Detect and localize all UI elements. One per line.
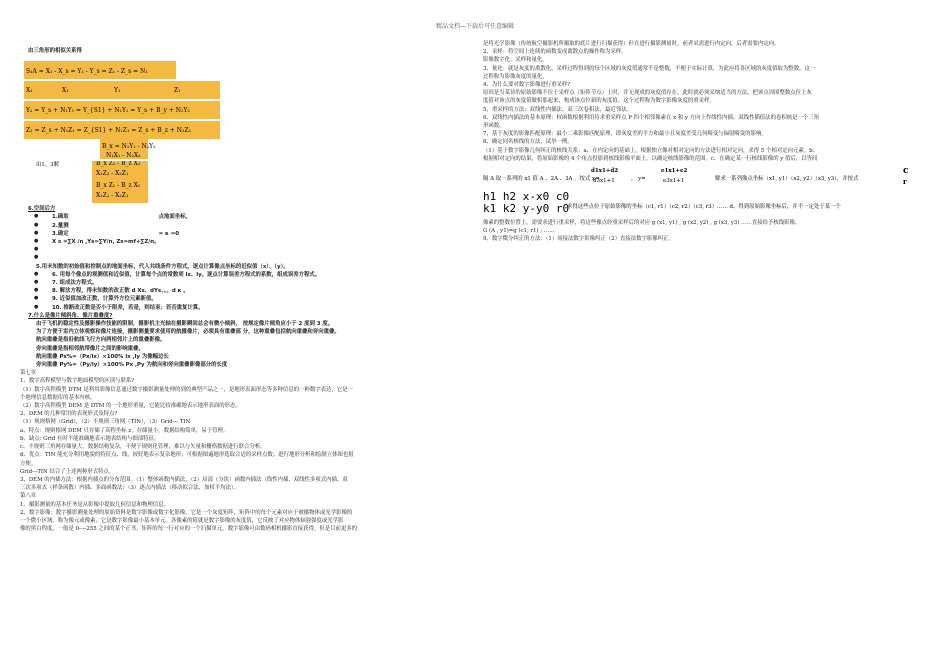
bullet-3: ● 3.确定 = κ =0	[20, 230, 465, 238]
math-equation-1	[483, 165, 930, 187]
left-column	[20, 40, 465, 533]
ch8-line: 2、数字影像：数字摄影测量处理的原始资料是数字影像或数字化影像，它是一个灰度矩阵，矩阵中的每个元素对应于被摄物体或光学影像的	[20, 509, 353, 516]
math2-row1: h1 h2 x-x0 c0	[483, 190, 570, 204]
bullet-6	[20, 254, 465, 262]
formula-row2c: Y₁	[114, 87, 121, 95]
ch7-line: 3、DEM 的内插方法：根据内插点的分布范围。（1）整体函数内插法，（2）局部（分块）函数内插法（线性内插、双线性多项式内插、双	[20, 476, 348, 483]
step-8: ● 8. 解法方程，得未知数的改正数 d Xs、dYs、。。d κ 。	[20, 287, 465, 295]
formula-row1: S₁A = X₁ - X_s = Y₁ - Y_s = Z₁ - Z_s = N₁	[26, 68, 148, 76]
step-7: ● 7. 组成法方程式。	[20, 279, 465, 287]
step-6: ● 6. 用每个像点的观测值和近似值，计算每个点的常数项 lx、ly。逐点计算误差方程式的系数，组成误差方程式。	[20, 271, 465, 279]
ch7-line: Grid---TIN 结合了上述两种形式特点。	[20, 468, 115, 475]
chapter-7-heading: 第七章	[20, 370, 37, 377]
formula-n1-den: X₁Z₂ - X₂Z₁	[96, 170, 129, 178]
right-line: 3、量化：就是灰度的离散化，采样过程得到的每个区域的灰度值通常不是整数，不便于实际计算，为此应将各区域的灰度值取为整数，这一	[483, 65, 816, 72]
bullet-2: ● 2.量测	[20, 222, 465, 230]
bullet-1: ● 1.确取 点地面坐标。	[20, 213, 465, 221]
formula-row2b: X₁	[62, 87, 69, 95]
math1-frac2-num: e1x1+e2	[661, 168, 688, 175]
right-line: 7、基于灰度的影像匹配原理：最小二乘影像匹配原理，即灰度差的平方和最小且灰度差受几何畸变与辐射畸变的影响。	[483, 131, 767, 138]
q7-answer-6: 旁向重叠 Py%=（Py/ly）×100% Px ,Py 为航向和旁向重叠影像部分的长度	[36, 362, 228, 369]
page-header: 精品文档---下载后可任意编辑	[435, 23, 515, 30]
step-5: 5.用未知数的初始值和控制点的地面坐标，代入共线条件方程式，逐点计算像点坐标的近似值（x）、（y）。	[36, 263, 289, 270]
math1-frac1-den: d3x1+1	[593, 178, 615, 185]
right-line: 原因是当某待的原始影像不位于采样点（矩阵节点）上时，并无现成的灰度值存在，此时就必须采纳适当的方法，把该点周围整数点位上灰	[483, 90, 812, 97]
right-line: 2、采样：将空间上连续的函数变成离散点的操作称为采样。	[483, 49, 627, 56]
ch7-line: d、优点：TIN 能充分利用地貌的特征点、线，较好地表示复杂地形；可根据图遍地形选取合适的采样点数；进行地形分析和绘制立体图也很	[20, 452, 354, 459]
math1-frac2-den: e3x1+1	[663, 178, 685, 185]
right-column	[483, 40, 930, 244]
q7-answer-1: 由于飞机的稳定性及摄影操作技能的限制，摄影机主光轴在摄影瞬间总会有微小倾斜， 按规定像片倾角应小于 2 度到 3 度。	[36, 321, 334, 328]
bullet-4: ● X s =∑X /n ,Ys=∑Y/n, Zs=mf+∑Z/n。	[20, 238, 465, 246]
math2-suffix: 求得这些点位于原始影像的坐标（c1, r1）（c2, r2）（c3, r3）…… d、得到原始影像坐标后，并不一定处于某一个	[567, 204, 841, 211]
q7-answer-3: 航向重叠是指沿航线飞行方向两相邻片上的重叠影像。	[36, 337, 166, 344]
formula-row3: Y₂ = Y_s + N₁Y₁ = Y_{S1} + N₁Y₁ = Y_s + B_y + N₂Y₂	[26, 107, 190, 115]
ch7-line: 2、DEM 的几种常用的表现形式及特点?	[20, 411, 118, 418]
math1-frac1-num: d1x1+d2	[591, 168, 619, 175]
math-equation-2	[483, 189, 930, 215]
math1-suffix: 解求一系列像点坐标（x1, y1）（x2, y2）（x3, y3），并按式	[715, 176, 859, 183]
right-line: 形函数。	[483, 123, 505, 130]
q7-answer-4: 旁向重叠是指相邻航带像片之间的影响重叠。	[36, 345, 144, 352]
right-line: 5、重采样的方法：双线性内插法、双三次卷积法、最近邻法。	[483, 106, 632, 113]
section-title: 由三角形的相似关系得	[28, 48, 82, 54]
ch7-line: （1）规则格网（Grid），（2）不规则三角网（TIN），（3）Grid--- TIN	[20, 419, 191, 426]
right-line: （1）基于数字影像几何纠正的核线关系：a、在内定向的基础上，根据独立像对相对定向的方法进行相对定向，求得 5 个相对定向元素。b、	[483, 147, 818, 154]
bullet-3-tail: = κ =0	[158, 230, 179, 237]
ch7-line: 个地理信息数据库的基本内核。	[20, 394, 96, 401]
right-line: 像素的整数位置上，需要求进行重采样，将这些像点经重采样后的对应 g (x1, y1) , g (x2, y2) , g (x3, y3) ……直接给予核线影像。	[483, 220, 801, 227]
ch8-line: 像的黑白程度，一般是 0----255 之间的某个正书。矩阵的每一行对应的一个扫描单元。数字影像可由数码相机摄影直接获得，但是目前更多的	[20, 526, 358, 533]
right-line: 根据相对定向的结果，将原始影像的 4 个角点投影到核线影像平面上，以确定核线影像的范围。c、在确定某一行核线影像的 y 值后，以等间	[483, 155, 818, 162]
step-10: ● 10. 推断改正数是否小于限差，若是，则结束；若否重复计算。	[20, 304, 465, 312]
right-line: 是将光学影像（传统航空摄影机所摄取的底片进行扫描获得）但在进行摄影测量时，前者采需进行内定向，后者需要内定向。	[483, 41, 780, 47]
math1-r: r	[903, 177, 907, 187]
right-line: 度值对该点的灰度值做积那起来，构成该点位新的灰度值。这个过程称为数字影像灰度的重采样。	[483, 98, 715, 105]
formula-bxz: N₁X₁ - N₂X₂	[106, 152, 141, 160]
ch7-line: a、特点：规则格网 DEM 只存储了高程坐标 z，存储量小，数据结构简单，易于管理。	[20, 427, 229, 434]
formula-highlight	[24, 81, 220, 99]
ch7-line: 三次多项式（样条函数）内插、多面函数法）（3）逐点内插法（移动拟合法、加权平均法）。	[20, 485, 240, 492]
right-line: 8、确定同名核线的方法，试举一例。	[483, 139, 573, 146]
ch8-line: 一个微小区域，称为像元或像素，它是数字影像最小基本单元。各像素的值就是数字影像的灰度值，它反映了对应物体辐射强度或光学影	[20, 517, 344, 524]
math2-row2: k1 k2 y-y0 r0	[483, 202, 570, 216]
formula-n2-num: B_x Z₁ - B_z X₁	[96, 182, 141, 190]
q7-answer-2: 为了方便于室内立体观察和像片连接，摄影测量要求使用的航摄像片，必须具有重叠部 分，这种重叠包括航向重叠和旁向重叠。	[36, 329, 340, 336]
formula-bx: B_x = N₁Y₁ - N₂Y₂	[102, 143, 156, 151]
right-line: 9、数字微分纠正的方法：（1）间接法数字影像纠正（2）直接法数字影像纠正。	[483, 236, 674, 243]
ch7-line: 方便。	[20, 460, 37, 467]
ch7-line: 1、数字高程模型与数字地面模型的区别与联系?	[20, 378, 135, 385]
right-line: 6、双线性内插法的基本原理：权函数根据利用待求重采样点 P 四个相邻像素在 x 和 y 方向上作线性内插。双线性插值法的卷积核是一个三角	[483, 114, 820, 121]
formula-n-block	[20, 161, 465, 205]
item-6: 6.空间后方	[28, 206, 56, 213]
formula-row2d: Z₁	[174, 87, 181, 95]
formula-n2-den: X₁Z₂ - X₂Z₁	[96, 192, 129, 200]
formula-n1-num: B_x Z₂ - B_z X₂	[96, 161, 141, 168]
ch7-line: c、不规则三角网存储量大，数据结构复杂，不便于规则化管理，难以与矢量和栅格数据进行联合分析。	[20, 444, 266, 451]
right-line: 4、为什么要对数字影像进行重采样?	[483, 82, 571, 89]
bullet-1-tail: 点地面坐标。	[158, 214, 191, 221]
math1-prefix: 隔 Δ 取一系列的 x1 值 A 、2A 、3A 。按式 x=	[483, 176, 600, 183]
q7-answer-5: 航向重叠 Px%=（Px/lx）×100% lx ,ly 为像幅边长	[36, 353, 169, 360]
math1-c: c	[903, 166, 909, 177]
math1-mid: ， y=	[631, 176, 646, 183]
formula-row2a: X₁	[26, 87, 33, 95]
formula-block	[24, 59, 465, 159]
ch7-line: （2）数字高程模型 DEM 是 DTM 的一个地形重量，它能比较准确地表示地形表面的形态。	[20, 403, 241, 410]
ch7-line: （1）数字高程模型 DTM 是利用影像信息通过数字摄影测量处理的到的典型产品之一，是地形表面形态等多种信息的一种数字表达，它是一	[20, 386, 353, 393]
right-line: 过程称为影像灰度的量化。	[483, 73, 548, 80]
bullet-5	[20, 246, 465, 254]
ch7-line: b、缺点: Grid 有时不能准确地表示地表结构与细部特征。	[20, 435, 160, 442]
question-7: 7.什么是像片倾斜角、像片重叠度?	[28, 312, 113, 319]
right-line: G (A , y1)=g (c1, r1) ; ……	[483, 228, 555, 235]
step-9: ● 9. 近似值加改正数，计算外方位元素新值。	[20, 295, 465, 303]
formula-row4: Z₂ = Z_s + N₁Z₁ = Z_{S1} + N₁Z₁ = Z_s + B_z + N₂Z₂	[26, 127, 191, 135]
right-line: 影像数字化：采样和量化。	[483, 57, 548, 64]
ch8-line: 1、摄影测量的基本任务是从影像中提取几何信息和物理信息。	[20, 501, 169, 508]
chapter-8-heading: 第八章	[20, 493, 37, 500]
formula-row5: 由1、3解	[36, 162, 60, 169]
